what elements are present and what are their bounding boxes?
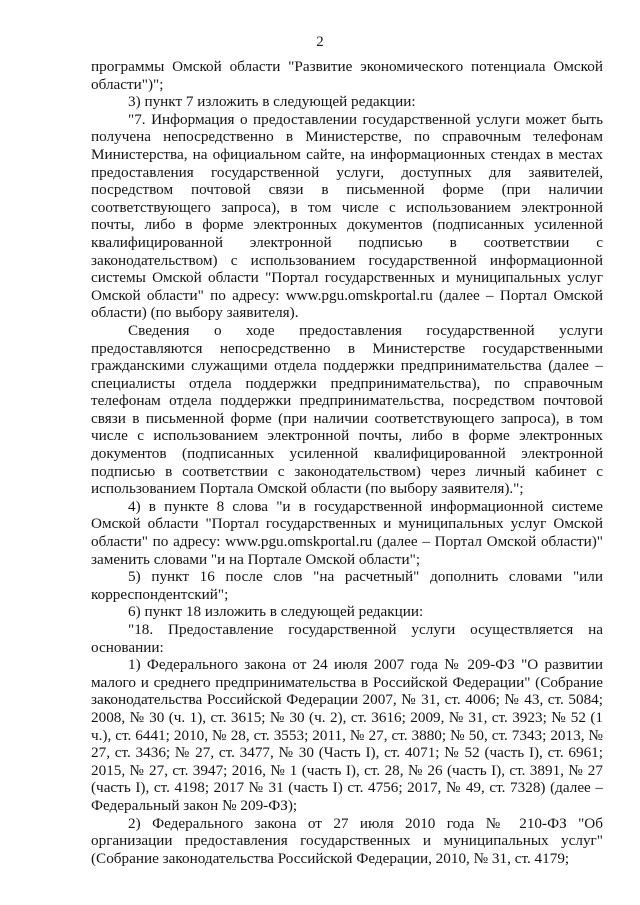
paragraph-item-6: 6) пункт 18 изложить в следующей редакции:: [128, 603, 424, 621]
paragraph-law-210: 2) Федерального закона от 27 июля 2010 года № 210-ФЗ "Об организации предоставления государственных и муниципальных услуг" (Собрание законодательства Российской Федерации, 2010, № 31, ст. 4179;: [91, 814, 603, 867]
paragraph-item-3: 3) пункт 7 изложить в следующей редакции:: [128, 93, 416, 111]
paragraph-clause-18: "18. Предоставление государственной услуги осуществляется на основании:: [91, 621, 603, 656]
paragraph-clause-7: "7. Информация о предоставлении государственной услуги может быть получена непосредственно в Министерстве, по справочным телефонам Министерства, на официальном сайте, на информационных стендах в местах предоставления государственной услуги, доступных для заявителей, посредством почтовой связи в письменной форме (при наличии соответствующего запроса), в том числе с использованием электронной почты, либо в форме электронных документов (подписанных усиленной квалифицированной электронной подписью в соответствии с законодательством) с использованием государственной информационной системы Омской области "Портал государственных и муниципальных услуг Омской области" по адресу: www.pgu.omskportal.ru (далее – Портал Омской области) (по выбору заявителя).: [91, 110, 603, 322]
paragraph-law-209: 1) Федерального закона от 24 июля 2007 года № 209-ФЗ "О развитии малого и среднего предпринимательства в Российской Федерации" (Собрание законодательства Российской Федерации 2007, № 31, ст. 4006; № 43, ст. 5084; 2008, № 30 (ч. 1), ст. 3615; № 30 (ч. 2), ст. 3616; 2009, № 31, ст. 3923; № 52 (1 ч.), ст. 6441; 2010, № 28, ст. 3553; 2011, № 27, ст. 3880; № 50, ст. 7343; 2013, № 27, ст. 3436; № 27, ст. 3477, № 30 (Часть I), ст. 4071; № 52 (часть I), ст. 6961; 2015, № 27, ст. 3947; 2016, № 1 (часть I), ст. 28, № 26 (часть I), ст. 3891, № 27 (часть I), ст. 4198; 2017 № 31 (часть I) ст. 4756; 2017, № 49, ст. 7328) (далее – Федеральный закон № 209-ФЗ);: [91, 656, 603, 814]
paragraph-continuation: программы Омской области "Развитие экономического потенциала Омской области")";: [91, 58, 603, 93]
page-number: 2: [316, 34, 324, 50]
paragraph-service-progress: Сведения о ходе предоставления государственной услуги предоставляются непосредственно в Министерстве государственными гражданскими служащими отдела поддержки предпринимательства (далее – специалисты отдела поддержки предпринимательства), по справочным телефонам отдела поддержки предпринимательства, посредством почтовой связи в письменной форме (при наличии соответствующего запроса), в том числе с использованием электронной почты, либо в форме электронных документов (подписанных усиленной квалифицированной электронной подписью в соответствии с законодательством) через личный кабинет с использованием Портала Омской области (по выбору заявителя).";: [91, 321, 603, 498]
paragraph-item-5: 5) пункт 16 после слов "на расчетный" дополнить словами "или корреспондентский";: [91, 568, 603, 603]
document-body: [91, 58, 603, 867]
paragraph-item-4: 4) в пункте 8 слова "и в государственной информационной системе Омской области "Портал государственных и муниципальных услуг Омской области" по адресу: www.pgu.omskportal.ru (далее – Портал Омской области)" заменить словами "и на Портале Омской области";: [91, 497, 603, 568]
